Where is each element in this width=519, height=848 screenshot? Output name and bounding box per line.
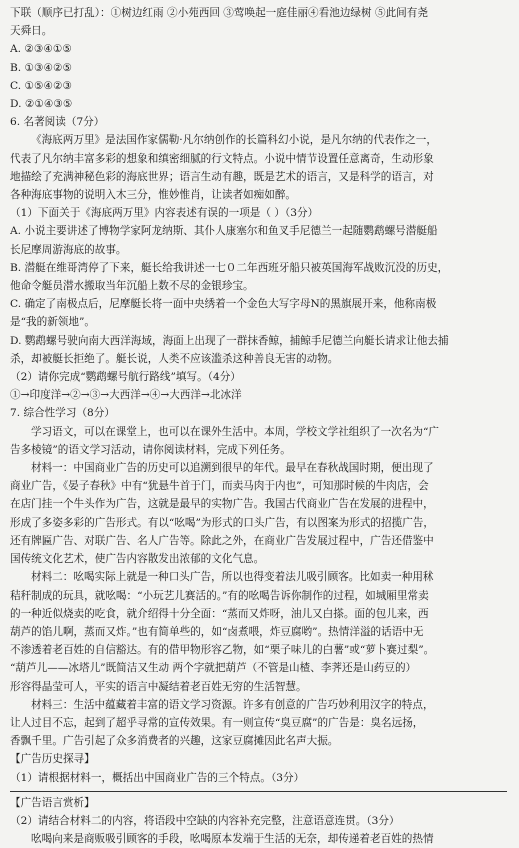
- text-line: B. 潜艇在维哥湾停了下来，艇长给我讲述一七０二年西班牙船只被英国海军战败沉没的历史，: [10, 261, 449, 274]
- text-line: 商业广告，《晏子春秋》中有“犹悬牛首于门，而卖马肉于内也”，可知那时候的牛肉店，会: [10, 480, 429, 493]
- text-line: 长尼摩周游海底的故事。: [10, 243, 127, 256]
- text-line: 【广告历史探寻】: [10, 753, 95, 766]
- text-line: C. 确定了南极点后，尼摩艇长将一面中央绣着一个金色大写字母N的黑旗展开来，他称南极: [10, 298, 437, 311]
- text-line: 地描绘了充满神秘色彩的海底世界；语言生动有趣，既是艺术的语言，又是科学的语言，对: [10, 170, 434, 183]
- text-line: 葫芦的馅儿啊，蒸而又炸。”也有简单些的，如“卤煮喂，炸豆腐哟”。热情洋溢的话语中无: [10, 625, 424, 638]
- text-line: 下联（顺序已打乱）：①树边红雨 ②小苑西回 ③莺唤起一庭佳丽④看池边绿树 ⑤此间有尧: [10, 7, 428, 19]
- text-line: （1）下面关于《海底两万里》内容表述有误的一项是（ ）（3分）: [10, 207, 319, 220]
- text-line: （2）请你完成“鹦鹉螺号航行路线”填写。（4分）: [10, 371, 241, 384]
- text-line: 材料二：吆喝实际上就是一种口头广告，所以也得变着法儿吸引顾客。比如卖一种用秫: [31, 571, 434, 584]
- text-line: 告多棱镜”的语文学习活动，请你阅读材料，完成下列任务。: [10, 443, 291, 456]
- text-line: 让人过目不忘，起到了超乎寻常的宣传效果。有一则宣传“臭豆腐”的广告是：臭名远扬，: [10, 716, 424, 729]
- text-line: A. 小说主要讲述了博物学家阿龙纳斯、其仆人康塞尔和鱼叉手尼德兰一起随鹦鹉螺号潜艇船: [10, 225, 438, 238]
- answer-line-divider: [10, 791, 507, 792]
- text-line: D. ②①④③⑤: [10, 98, 73, 111]
- text-line: “葫芦儿——冰塔儿”既简洁又生动 两个字就把葫芦（不管是山楂、李荠还是山药豆的）: [10, 662, 417, 675]
- text-line: ①→印度洋→②→③→大西洋→④→大西洋→北冰洋: [10, 389, 242, 402]
- text-line: 学习语文，可以在课堂上，也可以在课外生活中。本周，学校文学社组织了一次名为“广: [31, 425, 439, 438]
- text-line: 是“我的新领地”。: [10, 316, 95, 329]
- text-line: 香飘千里。广告引起了众多消费者的兴趣，这家豆腐摊因此名声大振。: [10, 735, 339, 748]
- text-line: 代表了凡尔纳丰富多彩的想象和缜密细腻的行文特点。小说中情节设置任意离奇，生动形象: [10, 152, 434, 165]
- text-line: B. ①③④②⑤: [10, 61, 73, 74]
- text-line: 不渗透着老百姓的自信豁达。有的借甲物形容乙物，如“栗子味儿的白薯”或“萝卜赛过梨”。: [10, 644, 435, 657]
- text-line: 秸秆制成的玩具，就吆喝：“小玩艺儿赛活的。”有的吆喝告诉你制作的过程，如城厢里常卖: [10, 589, 429, 602]
- text-line: （2）请结合材料二的内容，将语段中空缺的内容补充完整，注意语意连贯。（3分）: [10, 814, 400, 827]
- text-line: C. ①⑤④②③: [10, 79, 72, 92]
- text-line: 国传统文化艺术，使广告内容散发出浓郁的文化气息。: [10, 553, 265, 566]
- text-line: 《海底两万里》是法国作家儒勒·凡尔纳创作的长篇科幻小说，是凡尔纳的代表作之一，: [31, 134, 437, 147]
- text-line: 还有牌匾广告、对联广告、名人广告等。除此之外，在商业广告发展过程中，广告还借鉴中: [10, 534, 434, 547]
- text-line: 材料一：中国商业广告的历史可以追溯到很早的年代。最早在春秋战国时期，便出现了: [31, 462, 434, 475]
- text-line: （1）请根据材料一，概括出中国商业广告的三个特点。（3分）: [10, 771, 305, 784]
- text-line: D. 鹦鹉螺号驶向南大西洋海域，海面上出现了一群抹香鲸，捕鲸手尼德兰向艇长请求让他去捕: [10, 334, 449, 347]
- text-line: 形成了多姿多彩的广告形式。有以“吆喝”为形式的口头广告，有以图案为形式的招揽广告，: [10, 516, 434, 529]
- text-line: 他命令艇员潜水搬取当年沉船上数不尽的金银珍宝。: [10, 280, 254, 293]
- text-line: A. ②③④①⑤: [10, 43, 72, 56]
- text-line: 的一种近似烧卖的吃食，就介绍得十分全面：“蒸而又炸呀，油儿又白搽。面的包儿来，西: [10, 607, 429, 620]
- text-line: 6. 名著阅读（7分）: [10, 116, 105, 129]
- text-line: 7. 综合性学习（8分）: [10, 407, 115, 420]
- text-line: 吆喝向来是商贩吸引顾客的手段，吆喝原本发端于生活的无奈，却传递着老百姓的热情: [31, 833, 434, 846]
- text-line: 【广告语言赏析】: [10, 796, 95, 809]
- text-line: 在店门挂一个牛头作为广告，这就是最早的实物广告。我国古代商业广告在发展的进程中，: [10, 498, 434, 511]
- text-line: 各种海底事物的说明入木三分，惟妙惟肖，让读者如痴如醉。: [10, 189, 297, 202]
- text-line: 材料三：生活中蕴藏着丰富的语文学习资源。许多有创意的广告巧妙利用汉字的特点，: [31, 698, 434, 711]
- text-line: 杀，却被艇长拒绝了。艇长说，人类不应该滥杀这种善良无害的动物。: [10, 352, 339, 365]
- text-line: 形容得晶莹可人，平实的语言中凝结着老百姓无穷的生活智慧。: [10, 680, 307, 693]
- text-line: 天舜日。: [10, 25, 53, 38]
